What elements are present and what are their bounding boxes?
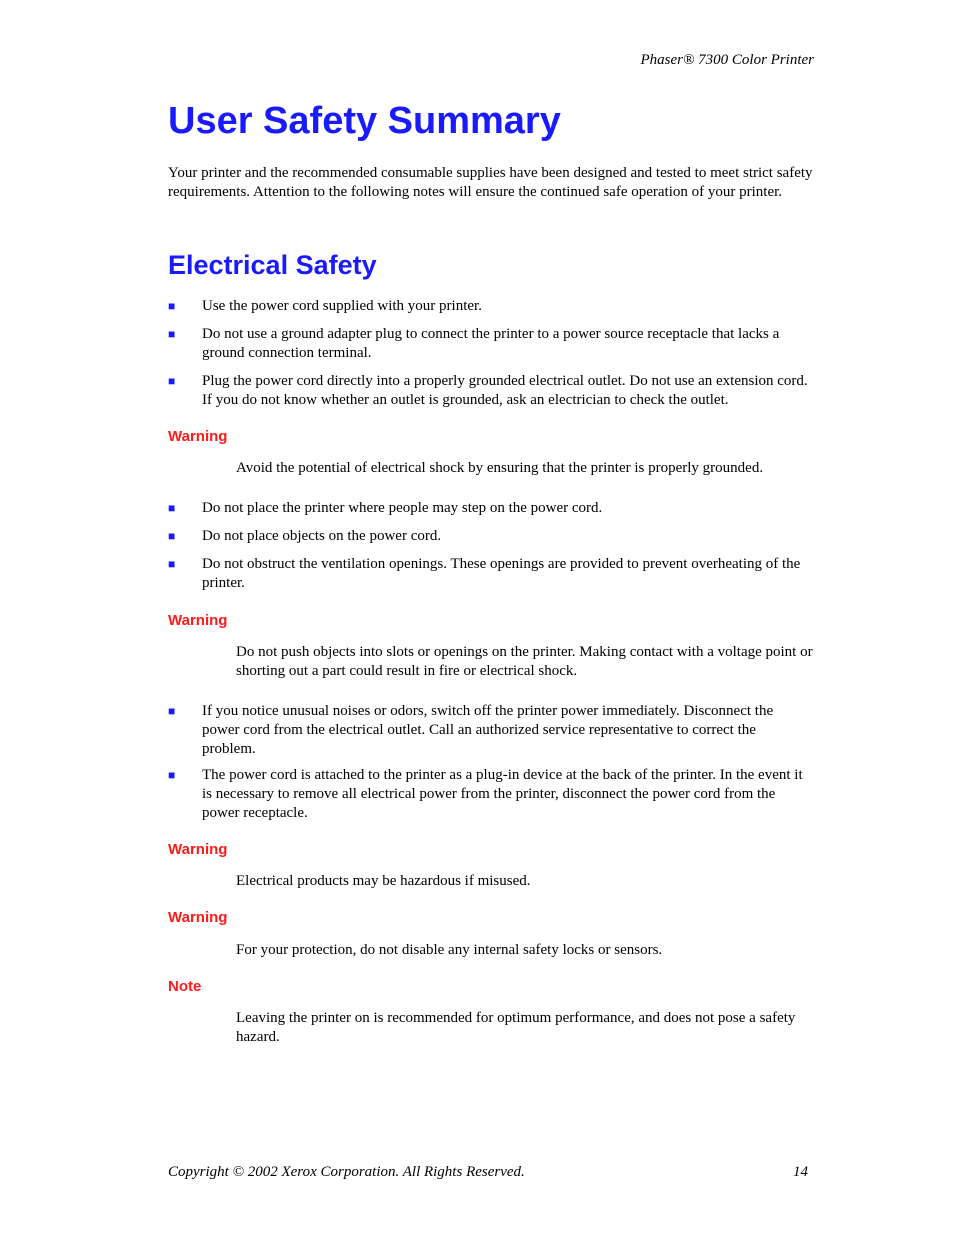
bullet-icon: ■ [168,327,176,341]
bullet-icon: ■ [168,557,176,571]
list-item-text: Plug the power cord directly into a properly grounded electrical outlet. Do not use an extension cord. If you do not know whether an outlet is grounded, ask an electrician to check the outlet. [202,373,808,408]
list-item [168,527,813,546]
warning-label: Warning [168,841,228,858]
list-item-text: Do not place objects on the power cord. [202,528,442,544]
warning-text: Electrical products may be hazardous if misused. [236,873,531,889]
warning-label: Warning [168,909,228,926]
warning-label: Warning [168,612,228,629]
list-item [168,499,813,518]
bullet-icon: ■ [168,299,176,313]
warning-text: Avoid the potential of electrical shock by ensuring that the printer is properly grounded. [236,460,764,476]
bullet-icon: ■ [168,768,176,782]
list-item-text: Do not place the printer where people may step on the power cord. [202,500,603,516]
warning-label: Warning [168,428,228,445]
note-label: Note [168,978,202,995]
bullet-icon: ■ [168,374,176,388]
list-item [168,297,813,316]
intro-paragraph: Your printer and the recommended consumable supplies have been designed and tested to meet strict safety requirements. Attention to the following notes will ensure the continued safe operation of your printer. [168,165,813,200]
list-item [168,766,813,823]
list-item-text: Use the power cord supplied with your printer. [202,298,482,314]
list-item [168,702,813,759]
list-item [168,372,813,410]
list-item [168,555,813,593]
list-item-text: Do not obstruct the ventilation openings. These openings are provided to prevent overheating of the printer. [202,556,801,591]
list-item-text: If you notice unusual noises or odors, switch off the printer power immediately. Disconnect the power cord from the electrical outlet. Call an authorized service representative to correct the problem. [202,703,774,757]
bullet-icon: ■ [168,704,176,718]
warning-text: For your protection, do not disable any internal safety locks or sensors. [236,942,663,958]
page-title: User Safety Summary [168,100,561,142]
list-item-text: Do not use a ground adapter plug to connect the printer to a power source receptacle that lacks a ground connection terminal. [202,326,780,361]
page-number: 14 [793,1164,808,1180]
footer-copyright: Copyright © 2002 Xerox Corporation. All Rights Reserved. [168,1164,525,1180]
bullet-icon: ■ [168,501,176,515]
running-header: Phaser® 7300 Color Printer [640,52,814,68]
bullet-icon: ■ [168,529,176,543]
list-item [168,325,813,363]
warning-text: Do not push objects into slots or openings on the printer. Making contact with a voltage point or shorting out a part could result in fire or electrical shock. [236,644,813,679]
list-item-text: The power cord is attached to the printer as a plug-in device at the back of the printer. In the event it is necessary to remove all electrical power from the printer, disconnect the power cord from the power receptacle. [202,767,803,821]
note-text: Leaving the printer on is recommended for optimum performance, and does not pose a safety hazard. [236,1010,796,1045]
section-heading: Electrical Safety [168,250,377,280]
